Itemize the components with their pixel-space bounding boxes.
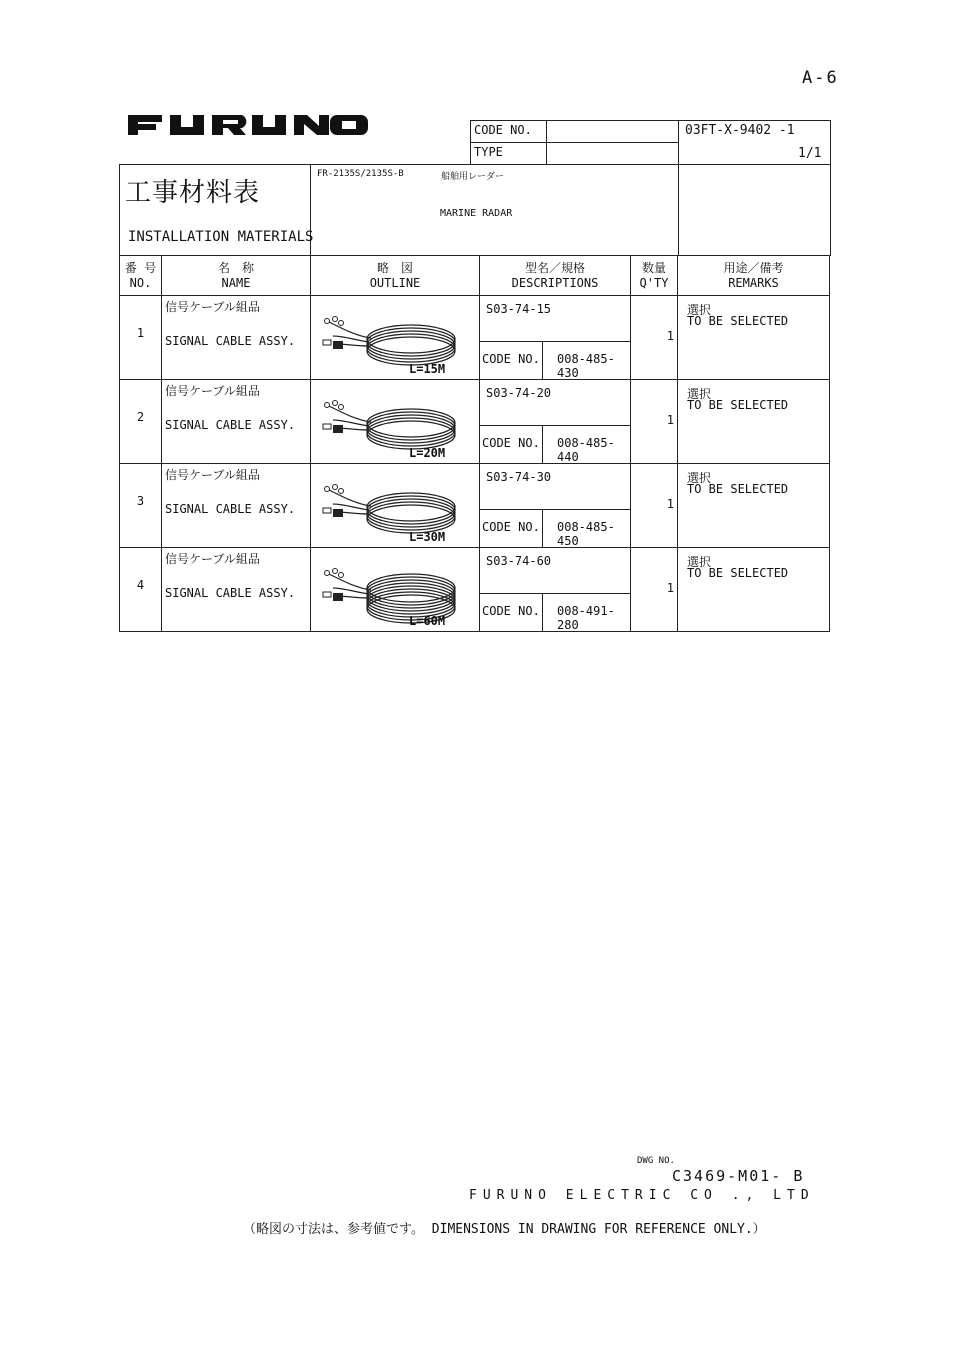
cable-coil-drawing: [311, 380, 480, 463]
code-no-label: CODE NO.: [482, 520, 540, 534]
product-english: MARINE RADAR: [440, 208, 513, 219]
type-code: S03-74-30: [486, 470, 552, 484]
cable-length: L=20M: [409, 446, 446, 460]
cable-length: L=60M: [409, 614, 446, 628]
cable-coil-drawing: [311, 464, 480, 547]
quantity: 1: [666, 329, 674, 343]
remarks-english: TO BE SELECTED: [687, 566, 789, 580]
code-no-label: CODE NO.: [482, 604, 540, 618]
name-cell: [162, 380, 311, 464]
row-number: 3: [136, 494, 145, 508]
description-cell: [480, 548, 631, 632]
description-cell: [480, 380, 631, 464]
table-header-row: [120, 256, 830, 296]
cable-coil-drawing: [311, 296, 480, 379]
name-cell: [162, 464, 311, 548]
table-row: [120, 464, 830, 548]
description-cell: [480, 464, 631, 548]
remarks-japanese: 選択: [687, 303, 712, 317]
document-code: 03FT-X-9402 -1: [685, 123, 795, 138]
quantity: 1: [666, 497, 674, 511]
row-number: 1: [136, 326, 145, 340]
code-no-label: CODE NO.: [482, 436, 540, 450]
title-japanese: 工事材料表: [125, 178, 261, 208]
outline-cell: [311, 464, 480, 548]
remarks-japanese: 選択: [687, 555, 712, 569]
remarks-english: TO BE SELECTED: [687, 398, 789, 412]
header-name: 名 称 NAME: [162, 256, 311, 296]
code-no-label: CODE NO.: [474, 123, 532, 137]
row-number-cell: [120, 464, 162, 548]
table-row: [120, 548, 830, 632]
qty-cell: [631, 296, 678, 380]
remarks-cell: [678, 296, 830, 380]
remarks-cell: [678, 380, 830, 464]
product-japanese: 船舶用レーダー: [441, 172, 505, 182]
qty-cell: [631, 380, 678, 464]
furuno-logo: [128, 111, 368, 137]
remarks-english: TO BE SELECTED: [687, 314, 789, 328]
header-outline: 略 図 OUTLINE: [311, 256, 480, 296]
row-number-cell: [120, 380, 162, 464]
name-cell: [162, 296, 311, 380]
name-japanese: 信号ケーブル組品: [165, 468, 260, 482]
materials-table: [119, 255, 830, 632]
reference-note: （略図の寸法は、参考値です。 DIMENSIONS IN DRAWING FOR REFERENCE ONLY.）: [243, 1222, 766, 1237]
remarks-english: TO BE SELECTED: [687, 482, 789, 496]
name-english: SIGNAL CABLE ASSY.: [165, 502, 296, 516]
header-qty: 数量 Q'TY: [631, 256, 678, 296]
code-number: 008-491-280: [557, 604, 615, 632]
model-number: FR-2135S/2135S-B: [317, 169, 404, 179]
title-english: INSTALLATION MATERIALS: [128, 229, 314, 245]
qty-cell: [631, 464, 678, 548]
table-row: [120, 380, 830, 464]
drawing-number-label: DWG NO.: [637, 1156, 675, 1166]
header-remarks: 用途／備考 REMARKS: [678, 256, 830, 296]
cable-length: L=30M: [409, 530, 446, 544]
quantity: 1: [666, 581, 674, 595]
table-row: [120, 296, 830, 380]
row-number: 4: [136, 578, 145, 592]
outline-cell: [311, 380, 480, 464]
remarks-japanese: 選択: [687, 387, 712, 401]
type-code: S03-74-60: [486, 554, 552, 568]
company-name: FURUNO ELECTRIC CO ., LTD: [469, 1188, 815, 1203]
remarks-cell: [678, 464, 830, 548]
code-no-label: CODE NO.: [482, 352, 540, 366]
type-code: S03-74-15: [486, 302, 552, 316]
cable-coil-drawing: [311, 548, 480, 631]
name-english: SIGNAL CABLE ASSY.: [165, 586, 296, 600]
outline-cell: [311, 548, 480, 632]
type-code: S03-74-20: [486, 386, 552, 400]
type-label: TYPE: [474, 145, 503, 159]
name-japanese: 信号ケーブル組品: [165, 300, 260, 314]
code-number: 008-485-450: [557, 520, 615, 548]
name-english: SIGNAL CABLE ASSY.: [165, 418, 296, 432]
name-japanese: 信号ケーブル組品: [165, 552, 260, 566]
remarks-japanese: 選択: [687, 471, 712, 485]
quantity: 1: [666, 413, 674, 427]
code-number: 008-485-430: [557, 352, 615, 380]
remarks-cell: [678, 548, 830, 632]
row-number: 2: [136, 410, 145, 424]
outline-cell: [311, 296, 480, 380]
cable-length: L=15M: [409, 362, 446, 376]
qty-cell: [631, 548, 678, 632]
header-no: 番 号 NO.: [120, 256, 162, 296]
name-english: SIGNAL CABLE ASSY.: [165, 334, 296, 348]
name-cell: [162, 548, 311, 632]
drawing-number: C3469-M01- B: [672, 1167, 805, 1185]
sheet-number: 1/1: [798, 146, 822, 161]
page-number: A-6: [802, 68, 839, 88]
row-number-cell: [120, 296, 162, 380]
code-number: 008-485-440: [557, 436, 615, 464]
name-japanese: 信号ケーブル組品: [165, 384, 260, 398]
description-cell: [480, 296, 631, 380]
header-descriptions: 型名／規格 DESCRIPTIONS: [480, 256, 631, 296]
row-number-cell: [120, 548, 162, 632]
